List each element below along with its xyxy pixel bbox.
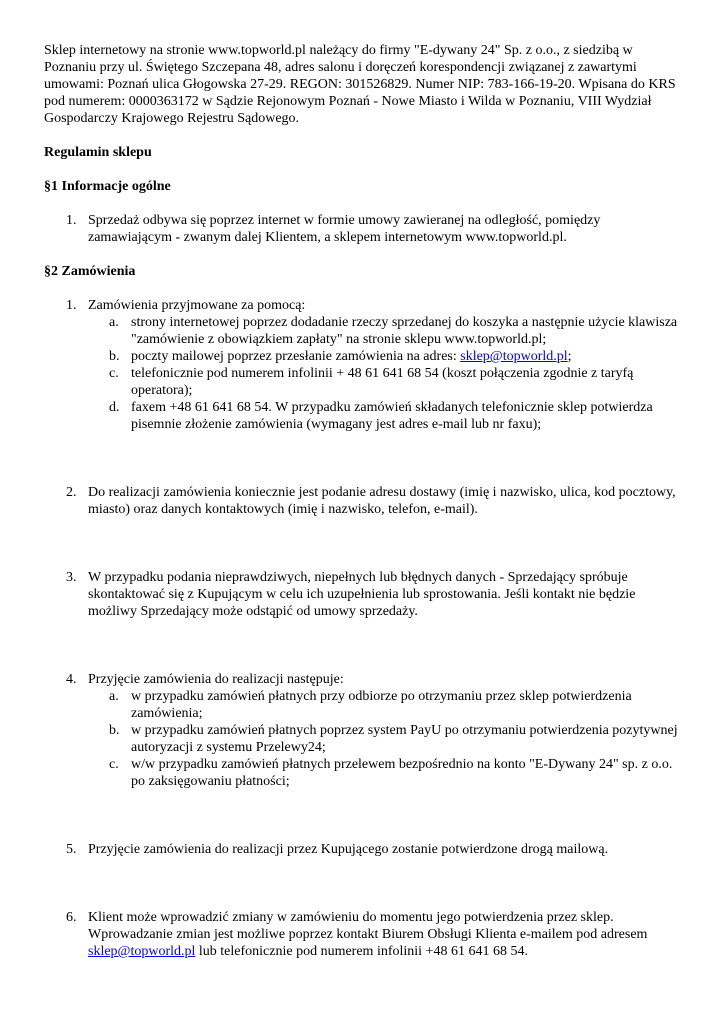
section-2-item-6 xyxy=(44,909,684,960)
list-number: 1. xyxy=(66,213,77,228)
sub-item-text: w/w przypadku zamówień płatnych przelewem bezpośrednio na konto "E-Dywany 24" sp. z o.o. po zaksięgowaniu płatności; xyxy=(131,757,673,789)
list-item-text: Klient może wprowadzić zmiany w zamówieniu do momentu jego potwierdzenia przez sklep. Wprowadzanie zmian jest możliwe poprzez kontakt Biurem Obsługi Klienta e-mailem pod adresem xyxy=(88,910,648,942)
list-item-text: Sprzedaż odbywa się poprzez internet w formie umowy zawieranej na odległość, pomiędzy zamawiającym - zwanym dalej Klientem, a sklepem internetowym www.topworld.pl. xyxy=(88,213,601,245)
sub-item-letter: a. xyxy=(109,315,119,330)
sub-item-d xyxy=(88,399,684,433)
sub-item-a xyxy=(88,314,684,348)
company-info: Sklep internetowy na stronie www.topworld.pl należący do firmy "E-dywany 24" Sp. z o.o., z siedzibą w Poznaniu przy ul. Świętego Szczepana 48, adres salonu i doręczeń korespondencji związanej z zawartymi umowami: Poznań ulica Głogowska 27-29. REGON: 301526829. Numer NIP: 783-166-19-20. Wpisana do KRS pod numerem: 0000363172 w Sądzie Rejonowym Poznań - Nowe Miasto i Wilda w Poznaniu, VIII Wydział Gospodarczy Krajowego Rejestru Sądowego. xyxy=(44,43,676,126)
sub-item-letter: d. xyxy=(109,400,120,415)
sub-item-c xyxy=(88,756,684,790)
list-item-text: Przyjęcie zamówienia do realizacji następuje: xyxy=(88,672,344,687)
section-2-item-1 xyxy=(44,297,684,433)
list-number: 2. xyxy=(66,485,77,500)
section-1-heading: §1 Informacje ogólne xyxy=(44,179,171,194)
list-item-text: Zamówienia przyjmowane za pomocą: xyxy=(88,298,306,313)
email-link[interactable]: sklep@topworld.pl xyxy=(88,944,196,959)
sub-item-b xyxy=(88,722,684,756)
section-2-heading: §2 Zamówienia xyxy=(44,264,136,279)
list-number: 6. xyxy=(66,910,77,925)
list-item-text: Przyjęcie zamówienia do realizacji przez Kupującego zostanie potwierdzone drogą mailową. xyxy=(88,842,609,857)
section-2-item-5 xyxy=(44,841,684,858)
sub-list xyxy=(88,314,684,433)
sub-item-letter: c. xyxy=(109,366,119,381)
sub-list xyxy=(88,688,684,790)
list-number: 4. xyxy=(66,672,77,687)
sub-item-text: strony internetowej poprzez dodadanie rzeczy sprzedanej do koszyka a następnie użycie klawisza "zamówienie z obowiązkiem zapłaty" na stronie sklepu www.topworld.pl; xyxy=(131,315,678,347)
document-title: Regulamin sklepu xyxy=(44,145,152,160)
sub-item-letter: b. xyxy=(109,723,120,738)
section-2-item-3 xyxy=(44,569,684,620)
list-number: 3. xyxy=(66,570,77,585)
list-number: 5. xyxy=(66,842,77,857)
sub-item-a xyxy=(88,688,684,722)
sub-item-text-end: ; xyxy=(567,349,572,364)
sub-item-text: w przypadku zamówień płatnych przy odbiorze po otrzymaniu przez sklep potwierdzenia zamówienia; xyxy=(131,689,632,721)
list-item-text-end: lub telefonicznie pod numerem infolinii +48 61 641 68 54. xyxy=(195,944,528,959)
sub-item-letter: a. xyxy=(109,689,119,704)
document-page xyxy=(44,42,684,960)
section-2-item-4 xyxy=(44,671,684,790)
email-link[interactable]: sklep@topworld.pl xyxy=(460,349,568,364)
list-number: 1. xyxy=(66,298,77,313)
section-1-item-1 xyxy=(44,212,684,246)
sub-item-c xyxy=(88,365,684,399)
sub-item-letter: b. xyxy=(109,349,120,364)
sub-item-b xyxy=(88,348,684,365)
sub-item-text: telefonicznie pod numerem infolinii + 48 61 641 68 54 (koszt połączenia zgodnie z taryfą operatora); xyxy=(131,366,634,398)
sub-item-text: faxem +48 61 641 68 54. W przypadku zamówień składanych telefonicznie sklep potwierdza pisemnie złożenie zamówienia (wymagany jest adres e-mail lub nr faxu); xyxy=(131,400,653,432)
list-item-text: Do realizacji zamówienia koniecznie jest podanie adresu dostawy (imię i nazwisko, ulica, kod pocztowy, miasto) oraz danych kontaktowych (imię i nazwisko, telefon, e-mail). xyxy=(88,485,676,517)
sub-item-text: poczty mailowej poprzez przesłanie zamówienia na adres: xyxy=(131,349,461,364)
sub-item-letter: c. xyxy=(109,757,119,772)
list-item-text: W przypadku podania nieprawdziwych, niepełnych lub błędnych danych - Sprzedający spróbuje skontaktować się z Kupującym w celu ich uzupełnienia lub sprostowania. Jeśli kontakt nie będzie możliwy Sprzedający może odstąpić od umowy sprzedaży. xyxy=(88,570,636,619)
sub-item-text: w przypadku zamówień płatnych poprzez system PayU po otrzymaniu potwierdzenia pozytywnej autoryzacji z systemu Przelewy24; xyxy=(131,723,678,755)
section-2-item-2 xyxy=(44,484,684,518)
